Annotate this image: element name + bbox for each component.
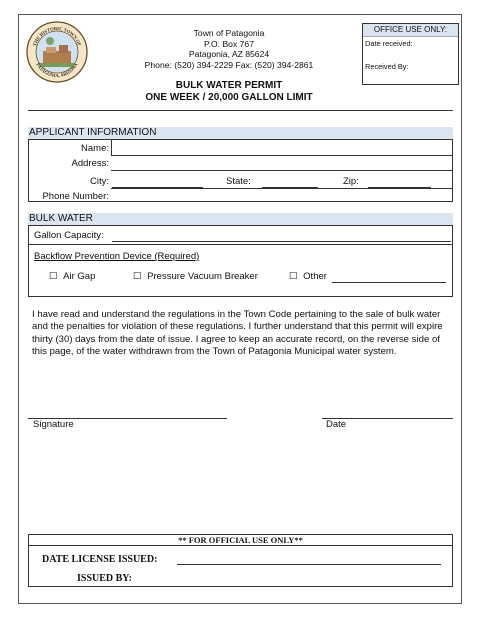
issued-by-label: ISSUED BY:: [77, 573, 132, 584]
state-label: State:: [226, 176, 251, 187]
date-received-label: Date received:: [365, 39, 413, 48]
name-field[interactable]: [111, 139, 453, 156]
seal-top-text: THE HISTORIC TOWN OF: [31, 25, 83, 47]
other-checkbox[interactable]: ☐: [289, 271, 298, 282]
name-label: Name:: [81, 143, 109, 154]
permit-title: BULK WATER PERMIT: [175, 80, 283, 91]
date-issued-field[interactable]: [177, 564, 441, 565]
gallon-capacity-field[interactable]: [112, 241, 451, 242]
applicant-section-heading: APPLICANT INFORMATION: [28, 127, 453, 139]
date-label: Date: [326, 419, 347, 430]
other-field[interactable]: [332, 282, 446, 283]
po-box: P.O. Box 767: [203, 38, 254, 49]
permit-page: [18, 14, 462, 604]
signature-label: Signature: [33, 419, 74, 430]
permit-subtitle: ONE WEEK / 20,000 GALLON LIMIT: [145, 91, 313, 103]
bulk-water-section-heading: BULK WATER: [28, 213, 453, 225]
other-option[interactable]: [289, 271, 327, 282]
air-gap-label: Air Gap: [63, 271, 96, 282]
official-use-heading: ** FOR OFFICIAL USE ONLY**: [28, 534, 453, 546]
address-label: Address:: [71, 158, 109, 169]
pvb-label: Pressure Vacuum Breaker: [147, 271, 258, 282]
zip-label: Zip:: [343, 176, 359, 187]
office-use-heading: OFFICE USE ONLY:: [363, 24, 458, 37]
address-field[interactable]: [111, 170, 453, 171]
phone-field-top: [111, 188, 453, 189]
received-by-label: Received By:: [365, 62, 409, 71]
seal-bottom-text: PATAGONIA, ARIZONA: [35, 62, 79, 79]
city-label: City:: [90, 176, 109, 187]
air-gap-option[interactable]: [49, 271, 95, 282]
agreement-statement: I have read and understand the regulations in the Town Code pertaining to the sale of bulk water and the penalties for violation of these regulations. I further understand that this permit will expire thirty (30) days from the date of issue. I agree to keep an accurate record, on the reverse side of this page, of the water withdrawn from the Town of Patagonia Municipal water system.: [32, 309, 443, 358]
phone-fax: Phone: (520) 394-2229 Fax: (520) 394-2861: [144, 59, 314, 70]
header-divider: [28, 110, 453, 111]
gallon-capacity-label: Gallon Capacity:: [34, 230, 104, 241]
office-use-box: [362, 23, 459, 85]
town-seal-icon: [26, 21, 88, 83]
phone-label: Phone Number:: [42, 191, 109, 202]
pressure-vacuum-breaker-option[interactable]: [133, 271, 258, 282]
org-name: Town of Patagonia: [193, 28, 265, 38]
backflow-heading: Backflow Prevention Device (Required): [34, 251, 200, 262]
other-label: Other: [303, 271, 327, 282]
date-issued-label: DATE LICENSE ISSUED:: [42, 554, 158, 565]
city-state-zip: Patagonia, AZ 85624: [188, 49, 270, 59]
air-gap-checkbox[interactable]: ☐: [49, 271, 58, 282]
pvb-checkbox[interactable]: ☐: [133, 271, 142, 282]
